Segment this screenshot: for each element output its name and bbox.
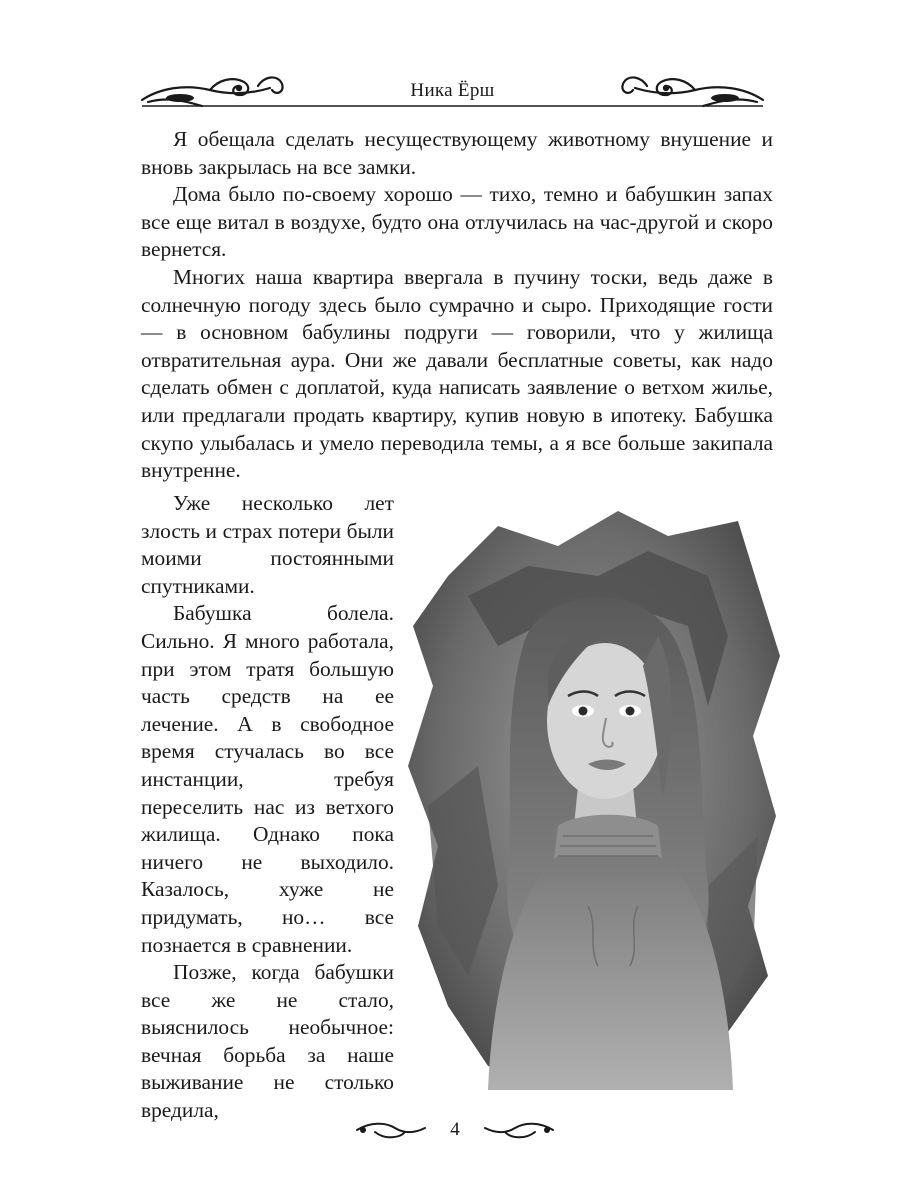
running-header bbox=[140, 66, 765, 112]
body-text-column bbox=[141, 490, 394, 1125]
paragraph: Позже, когда бабушки все же не стало, выяснилось необычное: вечная борьба за наше выживание не столько вредила, bbox=[141, 960, 394, 1123]
portrait-illustration bbox=[408, 506, 780, 1090]
page-number: 4 bbox=[450, 1119, 460, 1140]
woman-portrait-icon bbox=[408, 506, 780, 1090]
book-author-title: Ника Ёрш bbox=[410, 80, 495, 101]
page-footer bbox=[355, 1116, 555, 1146]
paragraph: Бабушка болела. Сильно. Я много работала, при этом тратя большую часть средств на ее лечение. А в свободное время стучалась во все инстанции, требуя переселить нас из ветхого жилища. Однако пока ничего не выходило. Казалось, хуже не придумать, но… все познается в сравнении. bbox=[141, 601, 394, 957]
paragraph: Уже несколько лет злость и страх потери были моими постоянными спутниками. bbox=[141, 491, 394, 598]
paragraph: Многих наша квартира ввергала в пучину тоски, ведь даже в солнечную погоду здесь было сумрачно и сыро. Приходящие гости — в основном бабулины подруги — говорили, что у жилища отвратительная аура. Они же давали бесплатные советы, как надо сделать обмен с доплатой, куда написать заявление о ветхом жилье, или предлагали продать квартиру, купив новую в ипотеку. Бабушка скупо улыбалась и умело переводила темы, а я все больше закипала внутренне. bbox=[141, 264, 773, 483]
paragraph: Я обещала сделать несуществующему животному внушение и вновь закрылась на все замки. bbox=[141, 127, 773, 179]
paragraph: Дома было по-своему хорошо — тихо, темно и бабушкин запах все еще витал в воздухе, будто она отлучилась на час-другой и скоро вернется. bbox=[141, 182, 773, 262]
body-text-full-width bbox=[141, 126, 773, 485]
